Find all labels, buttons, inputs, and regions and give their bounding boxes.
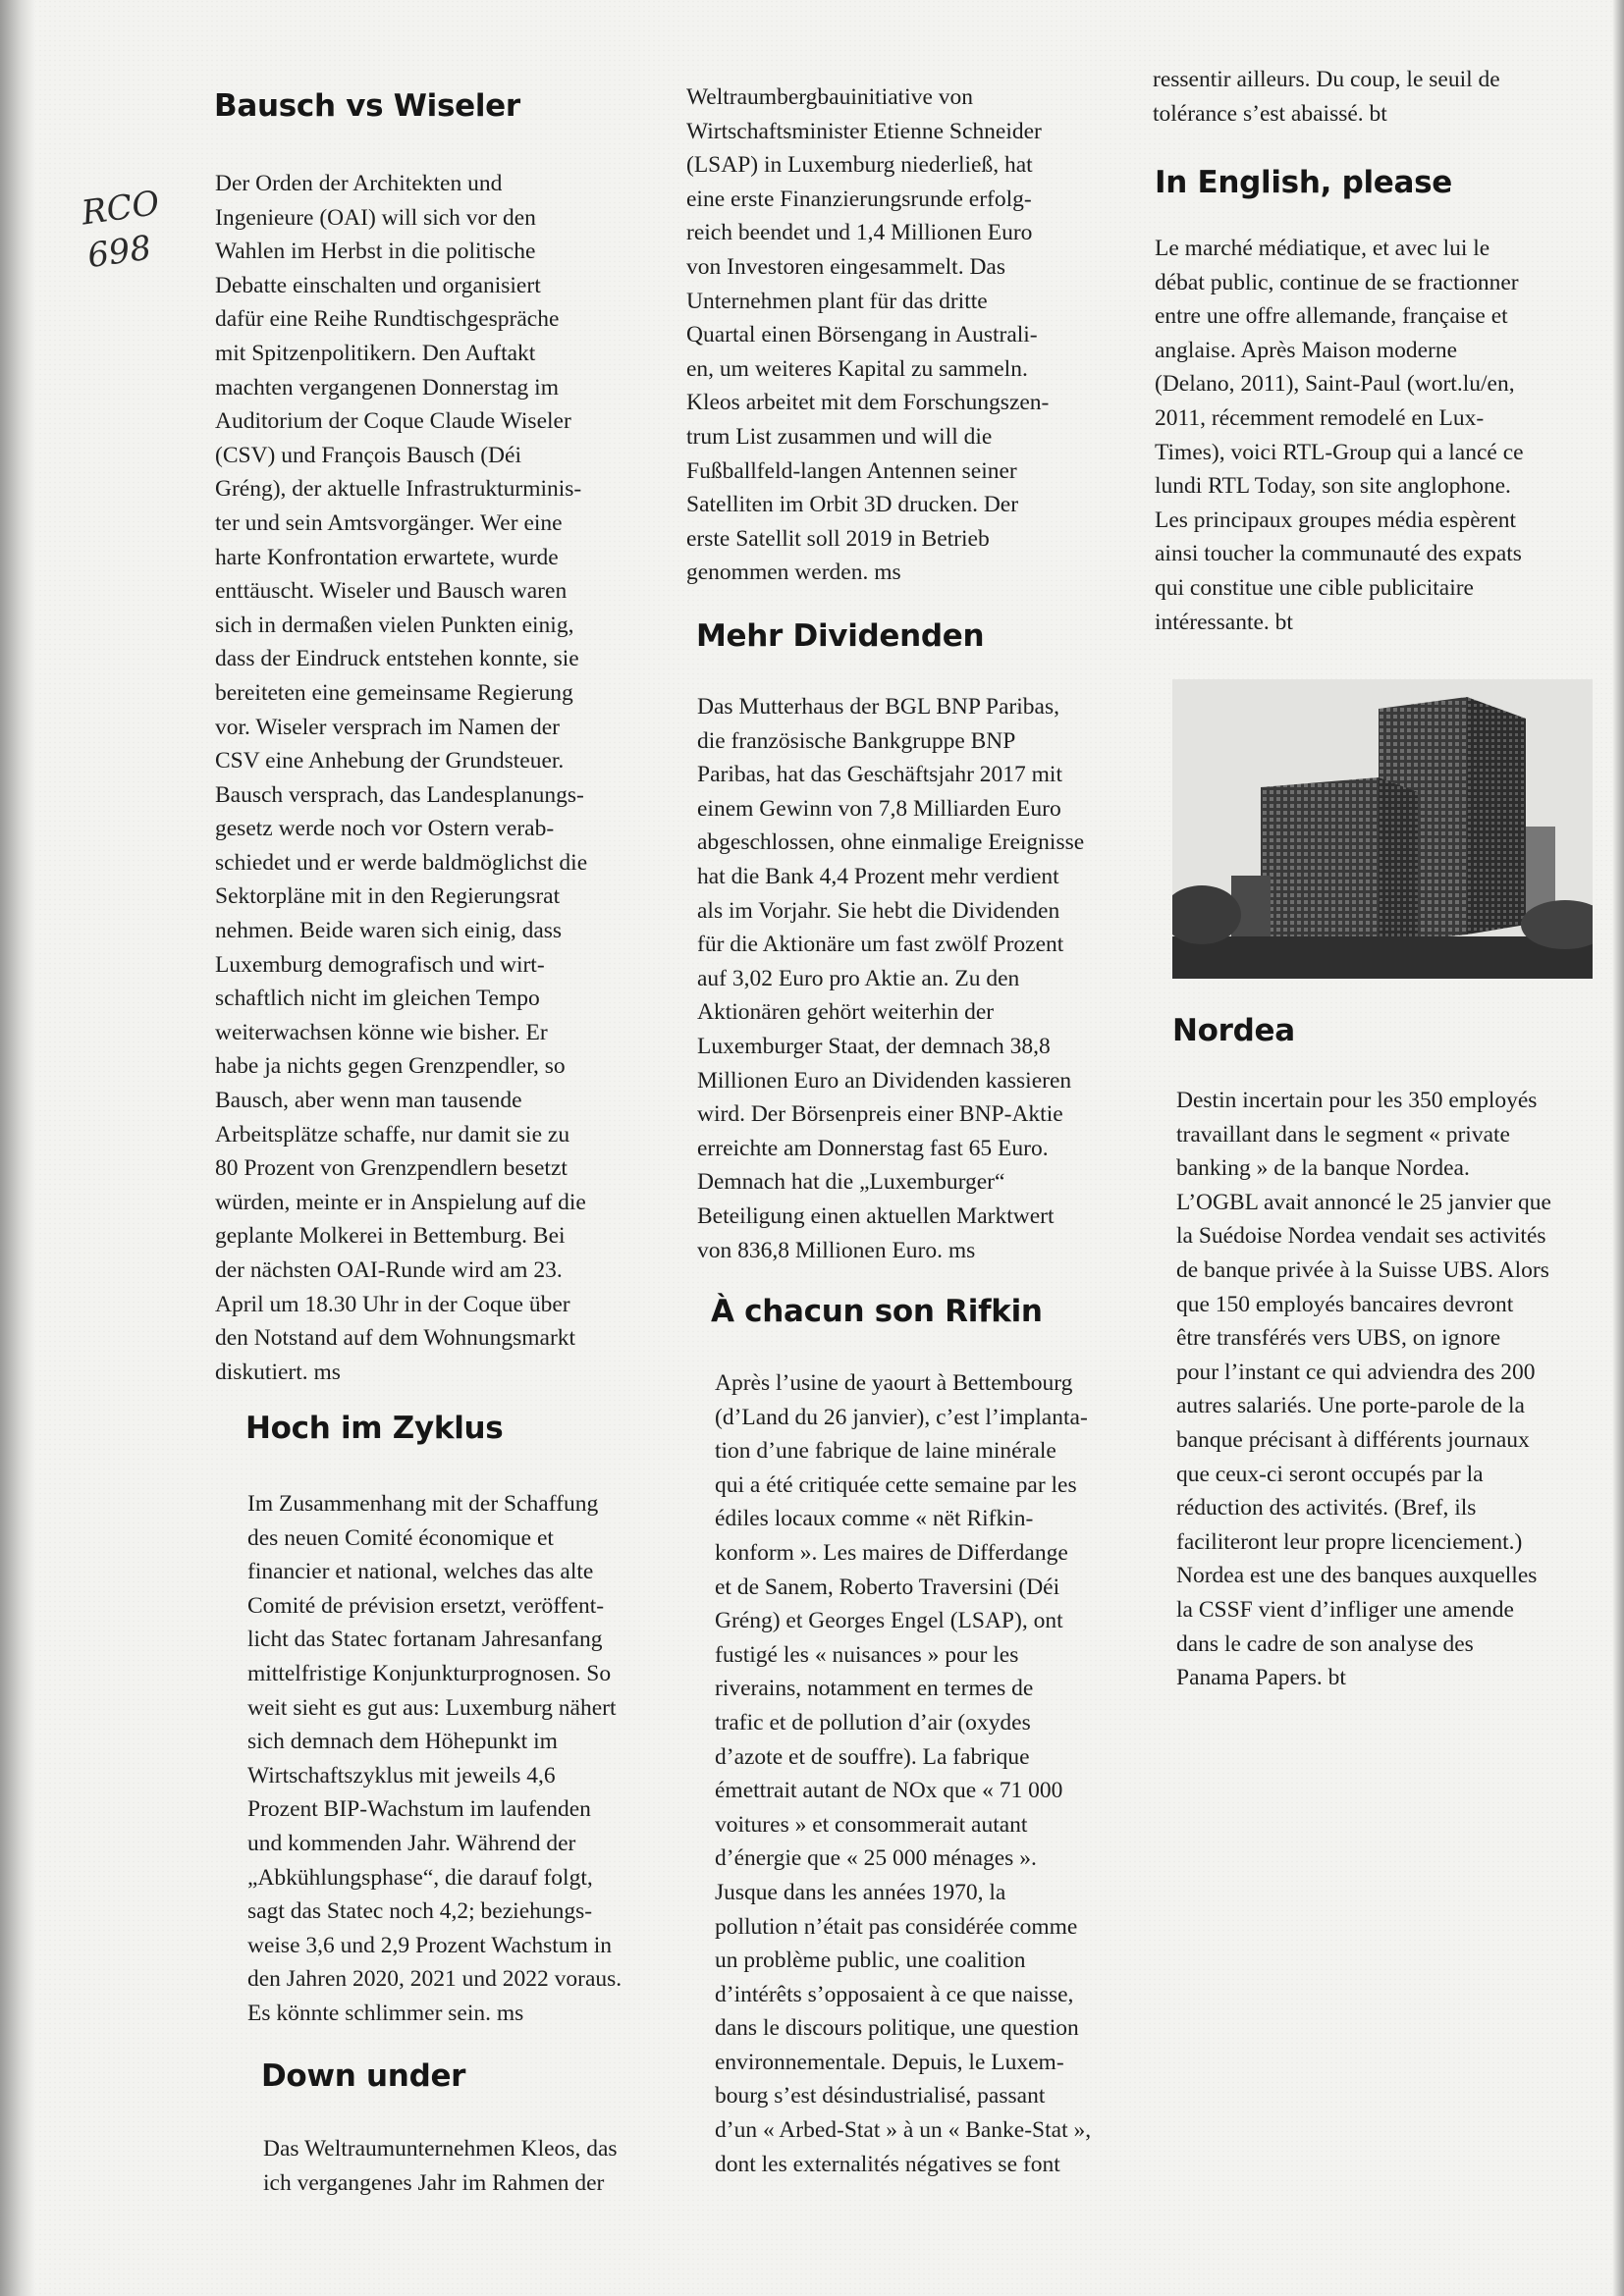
text-line: Es könnte schlimmer sein. ms bbox=[247, 2000, 524, 2026]
headline-nordea: Nordea bbox=[1172, 1013, 1295, 1048]
text-line: tion d’une fabrique de laine minérale bbox=[715, 1438, 1056, 1465]
text-line: Jusque dans les années 1970, la bbox=[715, 1879, 1006, 1905]
text-line: nehmen. Beide waren sich einig, dass bbox=[215, 918, 563, 944]
text-line: bourg s’est désindustrialisé, passant bbox=[715, 2083, 1046, 2109]
text-line: Bausch, aber wenn man tausende bbox=[215, 1088, 522, 1114]
text-line: ter und sein Amtsvorgänger. Wer eine bbox=[215, 509, 563, 536]
text-line: Luxemburg demografisch und wirt- bbox=[215, 951, 545, 978]
text-line: sagt das Statec noch 4,2; beziehungs- bbox=[247, 1898, 593, 1925]
text-line: von 836,8 Millionen Euro. ms bbox=[697, 1237, 976, 1263]
text-line: débat public, continue de se fractionner bbox=[1155, 269, 1519, 295]
text-line: Auditorium der Coque Claude Wiseler bbox=[215, 408, 571, 435]
text-line: vor. Wiseler versprach im Namen der bbox=[215, 714, 560, 740]
text-line: der nächsten OAI-Runde wird am 23. bbox=[215, 1257, 563, 1283]
text-line: dans le discours politique, une question bbox=[715, 2015, 1079, 2042]
text-line: dafür eine Reihe Rundtischgespräche bbox=[215, 306, 560, 333]
article-rifkin-continued bbox=[1153, 63, 1614, 131]
text-line: Unternehmen plant für das dritte bbox=[686, 288, 988, 314]
text-line: licht das Statec fortanam Jahresanfang bbox=[247, 1627, 603, 1653]
text-line: faciliteront leur propre licenciement.) bbox=[1176, 1528, 1523, 1555]
text-line: diskutiert. ms bbox=[215, 1359, 341, 1385]
text-line: Arbeitsplätze schaffe, nur damit sie zu bbox=[215, 1121, 570, 1148]
text-line: dans le cadre de son analyse des bbox=[1176, 1630, 1474, 1657]
text-line: von Investoren eingesammelt. Das bbox=[686, 253, 1005, 280]
text-line: 2011, récemment remodelé en Lux- bbox=[1155, 404, 1485, 431]
text-line: autres salariés. Une porte-parole de la bbox=[1176, 1393, 1525, 1419]
text-line: konform ». Les maires de Differdange bbox=[715, 1539, 1068, 1566]
text-line: enttäuscht. Wiseler und Bausch waren bbox=[215, 578, 568, 605]
text-line: qui a été critiquée cette semaine par les bbox=[715, 1471, 1077, 1498]
text-line: L’OGBL avait annoncé le 25 janvier que bbox=[1176, 1189, 1551, 1215]
text-line: pollution n’était pas considérée comme bbox=[715, 1913, 1078, 1940]
text-line: sich demnach dem Höhepunkt im bbox=[247, 1729, 558, 1755]
article-nordea bbox=[1176, 1084, 1624, 1695]
text-line: des neuen Comité économique et bbox=[247, 1524, 554, 1551]
text-line: d’intérêts s’opposaient à ce que naisse, bbox=[715, 1981, 1074, 2007]
handwritten-note: RCO 698 bbox=[79, 183, 162, 277]
text-line: April um 18.30 Uhr in der Coque über bbox=[215, 1291, 570, 1317]
text-line: Das Weltraumunternehmen Kleos, das bbox=[263, 2136, 618, 2162]
text-line: Les principaux groupes média espèrent bbox=[1155, 507, 1517, 533]
text-line: Weltraumbergbauinitiative von bbox=[686, 84, 973, 110]
text-line: Das Mutterhaus der BGL BNP Paribas, bbox=[697, 694, 1059, 720]
text-line: ressentir ailleurs. Du coup, le seuil de bbox=[1153, 67, 1500, 92]
text-line: abgeschlossen, ohne einmalige Ereignisse bbox=[697, 829, 1085, 856]
text-line: mittelfristige Konjunkturprognosen. So bbox=[247, 1660, 612, 1686]
text-line: Beteiligung einen aktuellen Marktwert bbox=[697, 1202, 1055, 1229]
page-fold-shadow bbox=[0, 0, 35, 2296]
text-line: eine erste Finanzierungsrunde erfolg- bbox=[686, 186, 1032, 212]
text-line: intéressante. bt bbox=[1155, 609, 1293, 635]
text-line: Millionen Euro an Dividenden kassieren bbox=[697, 1067, 1072, 1094]
article-rifkin bbox=[715, 1366, 1176, 2181]
text-line: entre une offre allemande, française et bbox=[1155, 303, 1508, 330]
text-line: être transférés vers UBS, on ignore bbox=[1176, 1325, 1501, 1352]
text-line: Aktionären gehört weiterhin der bbox=[697, 999, 995, 1026]
text-line: CSV eine Anhebung der Grundsteuer. bbox=[215, 748, 565, 774]
text-line: que 150 employés bancaires devront bbox=[1176, 1291, 1514, 1317]
article-english bbox=[1155, 232, 1616, 639]
text-line: édiles locaux comme « nët Rifkin- bbox=[715, 1506, 1034, 1532]
text-line: banking » de la banque Nordea. bbox=[1176, 1155, 1470, 1182]
text-line: dont les externalités négatives se font bbox=[715, 2151, 1060, 2177]
text-line: Prozent BIP-Wachstum im laufenden bbox=[247, 1796, 591, 1823]
text-line: (Delano, 2011), Saint-Paul (wort.lu/en, bbox=[1155, 371, 1515, 398]
text-line: la Suédoise Nordea vendait ses activités bbox=[1176, 1223, 1546, 1250]
text-line: Sektorpläne mit in den Regierungsrat bbox=[215, 883, 561, 910]
text-line: la CSSF vient d’infliger une amende bbox=[1176, 1596, 1514, 1623]
text-line: weise 3,6 und 2,9 Prozent Wachstum in bbox=[247, 1932, 613, 1958]
text-line: Après l’usine de yaourt à Bettembourg bbox=[715, 1370, 1073, 1396]
text-line: pour l’instant ce qui adviendra des 200 bbox=[1176, 1359, 1536, 1385]
text-line: dass der Eindruck entstehen konnte, sie bbox=[215, 646, 579, 672]
text-line: voitures » et consommerait autant bbox=[715, 1811, 1028, 1838]
article-bausch bbox=[215, 167, 677, 1389]
text-line: en, um weiteres Kapital zu sammeln. bbox=[686, 355, 1028, 382]
text-line: 80 Prozent von Grenzpendlern besetzt bbox=[215, 1155, 568, 1182]
text-line: trum List zusammen und will die bbox=[686, 423, 993, 450]
headline-bausch: Bausch vs Wiseler bbox=[214, 88, 520, 124]
text-line: gesetz werde noch vor Ostern verab- bbox=[215, 816, 555, 842]
text-line: mit Spitzenpolitikern. Den Auftakt bbox=[215, 340, 536, 366]
text-line: banque précisant à différents journaux bbox=[1176, 1426, 1530, 1453]
text-line: schaftlich nicht im gleichen Tempo bbox=[215, 986, 540, 1012]
headline-down-under: Down under bbox=[261, 2058, 466, 2094]
text-line: Ingenieure (OAI) will sich vor den bbox=[215, 204, 536, 231]
text-line: Fußballfeld-langen Antennen seiner bbox=[686, 457, 1017, 484]
text-line: Demnach hat die „Luxemburger“ bbox=[697, 1169, 1005, 1196]
text-line: Debatte einschalten und organisiert bbox=[215, 272, 541, 298]
text-line: d’azote et de souffre). La fabrique bbox=[715, 1743, 1030, 1770]
text-line: (CSV) und François Bausch (Déi bbox=[215, 442, 521, 468]
text-line: (d’Land du 26 janvier), c’est l’implanta- bbox=[715, 1404, 1088, 1430]
text-line: d’énergie que « 25 000 ménages ». bbox=[715, 1845, 1037, 1872]
text-line: Luxemburger Staat, der demnach 38,8 bbox=[697, 1033, 1051, 1059]
text-line: machten vergangenen Donnerstag im bbox=[215, 374, 559, 400]
text-line: und kommenden Jahr. Während der bbox=[247, 1830, 576, 1856]
text-line: die französische Bankgruppe BNP bbox=[697, 727, 1016, 754]
text-line: sich in dermaßen vielen Punkten einig, bbox=[215, 612, 574, 638]
text-line: ich vergangenes Jahr im Rahmen der bbox=[263, 2169, 605, 2196]
text-line: genommen werden. ms bbox=[686, 560, 901, 586]
text-line: Wahlen im Herbst in die politische bbox=[215, 239, 536, 265]
text-line: Quartal einen Börsengang in Australi- bbox=[686, 322, 1038, 348]
building-illustration bbox=[1172, 679, 1593, 979]
text-line: für die Aktionäre um fast zwölf Prozent bbox=[697, 932, 1064, 958]
text-line: einem Gewinn von 7,8 Milliarden Euro bbox=[697, 795, 1061, 822]
text-line: d’un « Arbed-Stat » à un « Banke-Stat », bbox=[715, 2117, 1092, 2144]
text-line: den Jahren 2020, 2021 und 2022 voraus. bbox=[247, 1966, 623, 1993]
text-line: Le marché médiatique, et avec lui le bbox=[1155, 236, 1490, 261]
text-line: émettrait autant de NOx que « 71 000 bbox=[715, 1778, 1063, 1804]
text-line: Bausch versprach, das Landesplanungs- bbox=[215, 781, 584, 808]
text-line: geplante Molkerei in Bettemburg. Bei bbox=[215, 1223, 566, 1250]
text-line: weit sieht es gut aus: Luxemburg nähert bbox=[247, 1694, 617, 1721]
headline-english: In English, please bbox=[1155, 165, 1453, 200]
text-line: riverains, notamment en termes de bbox=[715, 1676, 1034, 1702]
text-line: ainsi toucher la communauté des expats bbox=[1155, 541, 1522, 567]
text-line: Paribas, hat das Geschäftsjahr 2017 mit bbox=[697, 762, 1062, 788]
text-line: Satelliten im Orbit 3D drucken. Der bbox=[686, 492, 1019, 518]
text-line: trafic et de pollution d’air (oxydes bbox=[715, 1709, 1031, 1735]
article-down-under-continued bbox=[686, 80, 1148, 590]
text-line: Times), voici RTL-Group qui a lancé ce bbox=[1155, 439, 1524, 465]
text-line: erreichte am Donnerstag fast 65 Euro. bbox=[697, 1135, 1049, 1161]
text-line: (LSAP) in Luxemburg niederließ, hat bbox=[686, 152, 1033, 179]
text-line: als im Vorjahr. Sie hebt die Dividenden bbox=[697, 897, 1060, 924]
article-down-under bbox=[263, 2132, 725, 2200]
article-dividenden bbox=[697, 690, 1159, 1267]
text-line: environnementale. Depuis, le Luxem- bbox=[715, 2049, 1064, 2075]
text-line: Wirtschaftszyklus mit jeweils 4,6 bbox=[247, 1762, 556, 1789]
text-line: harte Konfrontation erwartete, wurde bbox=[215, 544, 559, 570]
text-line: erste Satellit soll 2019 in Betrieb bbox=[686, 525, 990, 552]
article-zyklus bbox=[247, 1487, 709, 2031]
text-line: auf 3,02 Euro pro Aktie an. Zu den bbox=[697, 965, 1020, 991]
text-line: Panama Papers. bt bbox=[1176, 1665, 1346, 1691]
building-photo bbox=[1172, 679, 1593, 979]
text-line: hat die Bank 4,4 Prozent mehr verdient bbox=[697, 863, 1059, 889]
text-line: den Notstand auf dem Wohnungsmarkt bbox=[215, 1325, 576, 1352]
text-line: „Abkühlungsphase“, die darauf folgt, bbox=[247, 1864, 593, 1891]
text-line: wird. Der Börsenpreis einer BNP-Aktie bbox=[697, 1101, 1063, 1128]
text-line: Der Orden der Architekten und bbox=[215, 171, 503, 196]
text-line: habe ja nichts gegen Grenzpendler, so bbox=[215, 1053, 566, 1080]
text-line: bereiteten eine gemeinsame Regierung bbox=[215, 679, 573, 706]
text-line: Destin incertain pour les 350 employés bbox=[1176, 1088, 1538, 1113]
text-line: que ceux-ci seront occupés par la bbox=[1176, 1461, 1484, 1487]
text-line: Wirtschaftsminister Etienne Schneider bbox=[686, 118, 1042, 144]
text-line: travaillant dans le segment « private bbox=[1176, 1121, 1510, 1148]
text-line: Gréng), der aktuelle Infrastrukturminis- bbox=[215, 476, 582, 503]
headline-dividenden: Mehr Dividenden bbox=[696, 618, 985, 654]
text-line: weiterwachsen könne wie bisher. Er bbox=[215, 1019, 548, 1045]
text-line: de banque privée à la Suisse UBS. Alors bbox=[1176, 1256, 1549, 1283]
text-line: anglaise. Après Maison moderne bbox=[1155, 337, 1458, 363]
text-line: et de Sanem, Roberto Traversini (Déi bbox=[715, 1574, 1060, 1600]
text-line: réduction des activités. (Bref, ils bbox=[1176, 1495, 1477, 1522]
text-line: un problème public, une coalition bbox=[715, 1948, 1026, 1974]
headline-zyklus: Hoch im Zyklus bbox=[245, 1411, 504, 1446]
text-line: Nordea est une des banques auxquelles bbox=[1176, 1563, 1538, 1589]
text-line: lundi RTL Today, son site anglophone. bbox=[1155, 473, 1511, 500]
text-line: financier et national, welches das alte bbox=[247, 1559, 594, 1585]
text-line: Im Zusammenhang mit der Schaffung bbox=[247, 1491, 599, 1517]
headline-rifkin: À chacun son Rifkin bbox=[711, 1294, 1043, 1329]
text-line: Comité de prévision ersetzt, veröffent- bbox=[247, 1592, 605, 1619]
text-line: fustigé les « nuisances » pour les bbox=[715, 1641, 1019, 1668]
text-line: schiedet und er werde baldmöglichst die bbox=[215, 849, 588, 876]
text-line: würden, meinte er in Anspielung auf die bbox=[215, 1189, 586, 1215]
text-line: tolérance s’est abaissé. bt bbox=[1153, 100, 1387, 127]
text-line: qui constitue une cible publicitaire bbox=[1155, 574, 1474, 601]
text-line: Kleos arbeitet mit dem Forschungszen- bbox=[686, 390, 1050, 416]
text-line: reich beendet und 1,4 Millionen Euro bbox=[686, 220, 1033, 246]
text-line: Gréng) et Georges Engel (LSAP), ont bbox=[715, 1608, 1063, 1634]
